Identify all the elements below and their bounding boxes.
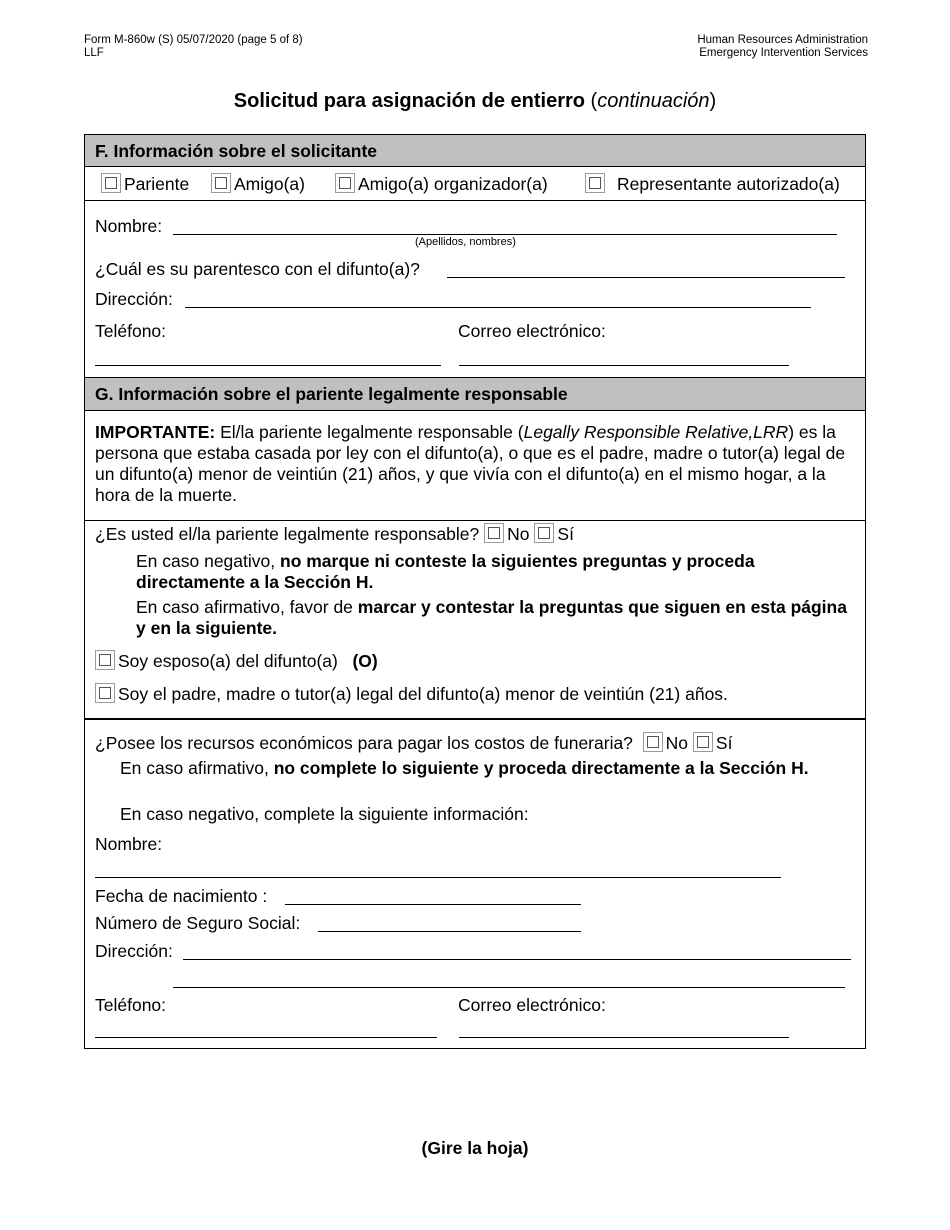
- relationship-field[interactable]: [447, 277, 845, 278]
- applicant-name-field[interactable]: [173, 234, 837, 235]
- lrr-email-label: Correo electrónico:: [458, 995, 606, 1015]
- lrr-address-field-2[interactable]: [173, 987, 845, 988]
- ssn-field[interactable]: [318, 931, 581, 932]
- option-amigo-organizador[interactable]: Amigo(a) organizador(a): [335, 173, 548, 195]
- lrr-email-field[interactable]: [459, 1037, 789, 1038]
- applicant-email-field[interactable]: [459, 365, 789, 366]
- lrr-name-field[interactable]: [95, 877, 781, 878]
- negative-funds-instruction: En caso negativo, complete la siguiente información:: [120, 804, 529, 824]
- checkbox-icon[interactable]: [101, 173, 121, 193]
- division-name: Emergency Intervention Services: [699, 47, 868, 59]
- applicant-email-label: Correo electrónico:: [458, 321, 606, 341]
- option-pariente[interactable]: Pariente: [101, 173, 189, 195]
- option-representante[interactable]: Representante autorizado(a): [585, 173, 840, 195]
- form-id-block: [84, 34, 303, 60]
- form-code: LLF: [84, 47, 104, 59]
- important-notice: IMPORTANTE: El/la pariente legalmente responsable (Legally Responsible Relative,LRR) es la persona que estaba casada por ley con el difunto(a), o que es el padre, madre o tutor(a) legal de un difunto(a) menor de veintiún (21) años, y que vivía con el difunto(a) en el mismo hogar, a la hora de la muerte.: [95, 422, 846, 505]
- applicant-name-label: Nombre:: [95, 216, 163, 236]
- name-hint: (Apellidos, nombres): [415, 236, 516, 248]
- dob-field[interactable]: [285, 904, 581, 905]
- option-spouse[interactable]: Soy esposo(a) del difunto(a) (O): [95, 650, 378, 672]
- lrr-phone-label: Teléfono:: [95, 995, 167, 1015]
- title-main: Solicitud para asignación de entierro: [233, 90, 585, 112]
- section-g-heading: G. Información sobre el pariente legalmente responsable: [85, 378, 865, 411]
- checkbox-icon[interactable]: [693, 732, 713, 752]
- section-f-heading: F. Información sobre el solicitante: [85, 135, 865, 167]
- form-id: Form M-860w (S) 05/07/2020 (page 5 of 8): [84, 34, 303, 46]
- applicant-address-label: Dirección:: [95, 289, 173, 309]
- checkbox-icon[interactable]: [95, 683, 115, 703]
- form-body: [84, 134, 866, 1049]
- affirmative-instruction: En caso afirmativo, favor de marcar y contestar la preguntas que siguen en esta página y en la siguiente.: [136, 597, 847, 638]
- divider: [85, 200, 865, 201]
- checkbox-icon[interactable]: [335, 173, 355, 193]
- agency-name: Human Resources Administration: [697, 34, 868, 46]
- checkbox-icon[interactable]: [534, 523, 554, 543]
- checkbox-icon[interactable]: [643, 732, 663, 752]
- affirmative-funds-instruction: En caso afirmativo, no complete lo siguiente y proceda directamente a la Sección H.: [120, 758, 809, 778]
- checkbox-icon[interactable]: [585, 173, 605, 193]
- option-amigo[interactable]: Amigo(a): [211, 173, 305, 195]
- lrr-question: ¿Es usted el/la pariente legalmente responsable? No Sí: [95, 524, 574, 544]
- turn-page-note: (Gire la hoja): [421, 1138, 529, 1158]
- negative-instruction: En caso negativo, no marque ni conteste la siguientes preguntas y proceda directamente a la Sección H.: [136, 551, 755, 592]
- checkbox-icon[interactable]: [95, 650, 115, 670]
- applicant-phone-label: Teléfono:: [95, 321, 167, 341]
- lrr-address-label: Dirección:: [95, 941, 173, 961]
- relationship-label: ¿Cuál es su parentesco con el difunto(a)?: [95, 259, 420, 279]
- lrr-address-field[interactable]: [183, 959, 851, 960]
- checkbox-icon[interactable]: [484, 523, 504, 543]
- option-parent[interactable]: Soy el padre, madre o tutor(a) legal del difunto(a) menor de veintiún (21) años.: [95, 683, 728, 705]
- ssn-label: Número de Seguro Social:: [95, 913, 301, 933]
- divider: [85, 718, 865, 720]
- applicant-phone-field[interactable]: [95, 365, 441, 366]
- title-paren-open: (: [590, 90, 598, 112]
- funds-question: ¿Posee los recursos económicos para pagar los costos de funeraria? No Sí: [95, 733, 733, 753]
- dob-label: Fecha de nacimiento :: [95, 886, 268, 906]
- checkbox-icon[interactable]: [211, 173, 231, 193]
- title-paren-close: ): [709, 90, 717, 112]
- applicant-address-field[interactable]: [185, 307, 811, 308]
- divider: [85, 520, 865, 521]
- title-continuation: continuación: [597, 90, 710, 112]
- agency-block: [697, 34, 868, 60]
- page-title: [0, 90, 950, 113]
- lrr-phone-field[interactable]: [95, 1037, 437, 1038]
- lrr-name-label: Nombre:: [95, 834, 163, 854]
